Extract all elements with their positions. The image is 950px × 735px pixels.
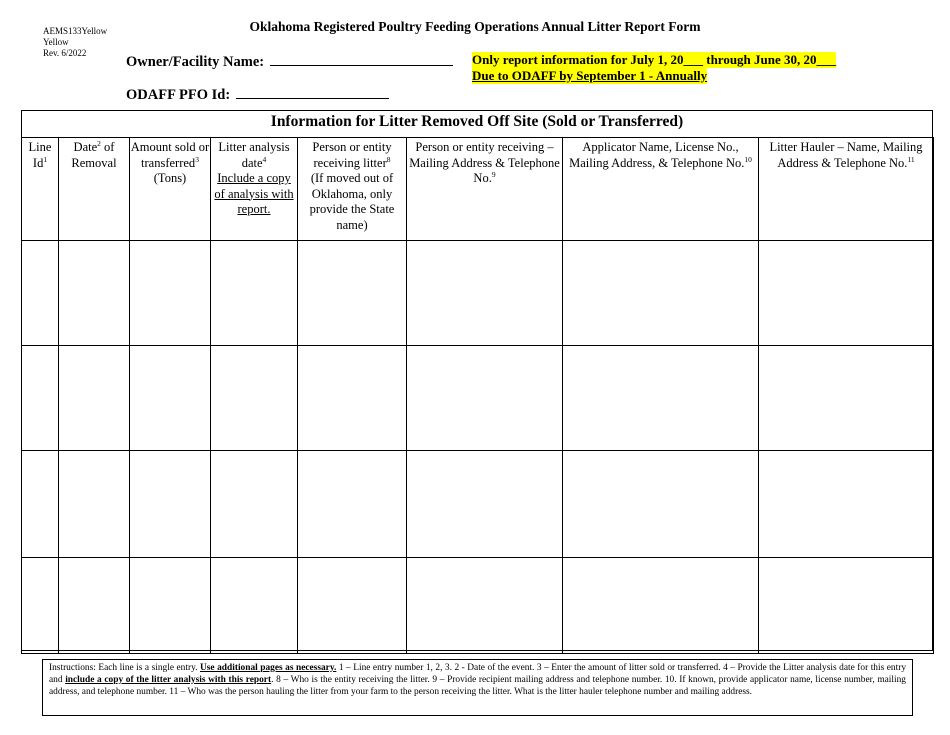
report-period-notice xyxy=(472,52,836,84)
cell-receiver-address[interactable] xyxy=(407,451,563,558)
header-receiver: Person or entity receiving litter$^8$ (If moved out of Oklahoma, only provide the State name) xyxy=(298,138,407,241)
cell-date[interactable] xyxy=(59,241,130,346)
form-code-line: AEMS133Yellow xyxy=(43,26,108,36)
instructions-box xyxy=(42,659,913,716)
cell-line-id[interactable] xyxy=(22,451,59,558)
owner-facility-label: Owner/Facility Name: xyxy=(126,54,265,70)
cell-applicator[interactable] xyxy=(563,241,759,346)
owner-facility-field xyxy=(126,52,453,71)
instructions-text: Instructions: Each line is a single entry. xyxy=(49,663,201,673)
header-line-id: Line Id$^1$ xyxy=(22,138,59,241)
cell-receiver[interactable] xyxy=(298,558,407,654)
cell-applicator[interactable] xyxy=(563,558,759,654)
cell-date[interactable] xyxy=(59,451,130,558)
litter-table xyxy=(21,137,934,654)
instructions-emphasis: Use additional pages as necessary. xyxy=(200,663,337,673)
cell-receiver-address[interactable] xyxy=(407,558,563,654)
table-row xyxy=(22,241,934,346)
cell-line-id[interactable] xyxy=(22,558,59,654)
cell-receiver[interactable] xyxy=(298,451,407,558)
table-row xyxy=(22,558,934,654)
cell-receiver-address[interactable] xyxy=(407,241,563,346)
pfo-id-label: ODAFF PFO Id: xyxy=(126,87,231,103)
cell-date[interactable] xyxy=(59,558,130,654)
header-date: Date$^2$ of Removal xyxy=(59,138,130,241)
cell-applicator[interactable] xyxy=(563,451,759,558)
cell-receiver[interactable] xyxy=(298,346,407,451)
pfo-id-input[interactable] xyxy=(236,85,389,99)
cell-hauler[interactable] xyxy=(759,451,934,558)
cell-line-id[interactable] xyxy=(22,241,59,346)
header-analysis-date: Litter analysis date$^4$ Include a copy of analysis with report. xyxy=(211,138,298,241)
form-title: Oklahoma Registered Poultry Feeding Operations Annual Litter Report Form xyxy=(249,19,701,34)
due-date-text: Due to ODAFF by September 1 - Annually xyxy=(472,68,708,83)
owner-facility-input[interactable] xyxy=(270,52,453,66)
cell-hauler[interactable] xyxy=(759,346,934,451)
header-row xyxy=(22,138,934,241)
cell-analysis-date[interactable] xyxy=(211,346,298,451)
form-code-line: Yellow xyxy=(43,37,69,47)
header-amount: Amount sold or transferred$^3$ (Tons) xyxy=(130,138,211,241)
header-hauler: Litter Hauler – Name, Mailing Address & Telephone No.$^{11}$ xyxy=(759,138,934,241)
cell-amount[interactable] xyxy=(130,346,211,451)
cell-date[interactable] xyxy=(59,346,130,451)
instructions-text: . 8 – Who is the entity receiving the litter. 9 – Provide recipient mailing address and telephone number. 10. If known, provide applicator name, license number, mailing address, and telephone number. 11 – Who was the person hauling the litter from your farm to the person receiving the litter. What is the litter hauler telephone number and mailing address. xyxy=(49,675,906,697)
cell-hauler[interactable] xyxy=(759,558,934,654)
cell-receiver[interactable] xyxy=(298,241,407,346)
pfo-id-field xyxy=(126,85,389,104)
cell-analysis-date[interactable] xyxy=(211,241,298,346)
cell-receiver-address[interactable] xyxy=(407,346,563,451)
cell-amount[interactable] xyxy=(130,558,211,654)
cell-analysis-date[interactable] xyxy=(211,451,298,558)
table-row xyxy=(22,451,934,558)
header-applicator: Applicator Name, License No., Mailing Address, & Telephone No.$^{10}$ xyxy=(563,138,759,241)
form-code-line: Rev. 6/2022 xyxy=(43,48,87,58)
cell-amount[interactable] xyxy=(130,241,211,346)
cell-line-id[interactable] xyxy=(22,346,59,451)
cell-hauler[interactable] xyxy=(759,241,934,346)
table-title: Information for Litter Removed Off Site (Sold or Transferred) xyxy=(270,113,684,130)
cell-analysis-date[interactable] xyxy=(211,558,298,654)
instructions-text: 1 – Line entry number 1, 2, 3. 2 - Date of the event. 3 – Enter the amount of litter sold or transferred. 4 – Provide the Litter analysis date for this entry and xyxy=(49,663,907,685)
cell-amount[interactable] xyxy=(130,451,211,558)
cell-applicator[interactable] xyxy=(563,346,759,451)
instructions-emphasis: include a copy of the litter analysis with this report xyxy=(65,675,272,685)
table-row xyxy=(22,346,934,451)
header-receiver-address: Person or entity receiving – Mailing Address & Telephone No.$^9$ xyxy=(407,138,563,241)
report-period-text: Only report information for July 1, 20___ through June 30, 20___ xyxy=(472,52,837,67)
